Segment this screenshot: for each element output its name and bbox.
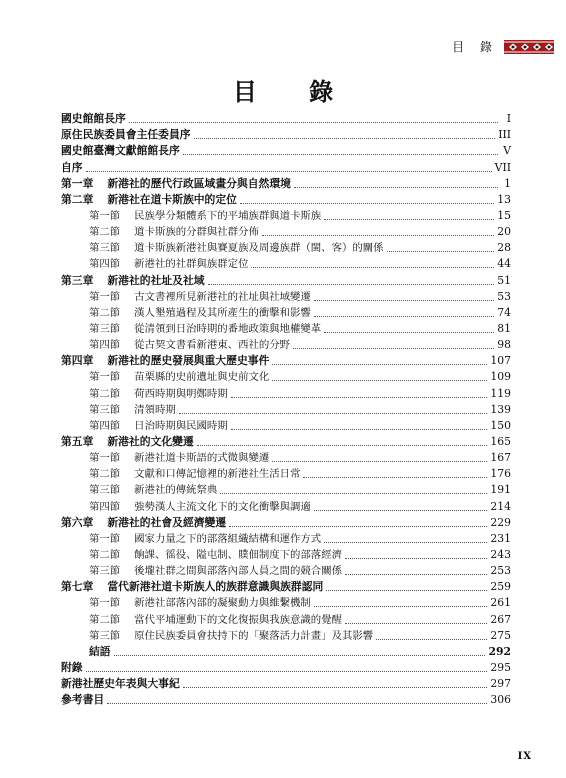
toc-entry-title: 結語 [89,644,111,658]
toc-entry-page: 28 [497,241,511,255]
dot-leader [345,558,487,559]
toc-entry-page: 119 [490,386,511,400]
toc-entry-page: 214 [490,499,511,513]
toc-entry-title: 新港社的歷史發展與重大歷史事件 [107,354,270,368]
toc-entry-title: 國史館臺灣文獻館館長序 [61,144,180,158]
toc-entry-page: 15 [497,208,511,222]
page-number: IX [517,751,532,762]
dot-leader [294,187,498,188]
toc-entry-label: 第三節 [89,322,121,335]
toc-entry-page: I [506,112,511,126]
toc-entry-page: 98 [497,338,511,352]
toc-entry-title: 荷西時期與明鄭時期 [134,387,228,400]
toc-entry-page: 231 [490,531,511,545]
toc-entry[interactable] [61,191,511,207]
toc-entry-page: 1 [504,176,511,190]
toc-entry-page: 109 [490,370,511,384]
dot-leader [376,639,487,640]
dot-leader [231,397,488,398]
toc-entry-page: 297 [490,677,511,691]
toc-entry-title: 新港社部落內部的凝聚動力與維繫機制 [134,597,311,610]
toc-entry[interactable] [61,643,511,659]
dot-leader [314,606,488,607]
toc-entry-title: 餉課、徭役、隘屯制、贌佃制度下的部落經濟 [134,548,342,561]
dot-leader [229,526,487,527]
toc-entry-label: 第三節 [89,403,121,416]
toc-entry-label: 第三節 [89,484,121,497]
dot-leader [303,477,487,478]
toc-entry-label: 第二節 [89,548,121,561]
toc-entry-label: 第六章 [61,515,94,529]
toc-entry-label: 第一節 [89,532,121,545]
toc-entry-title: 日治時期與民國時期 [134,419,228,432]
toc-entry-title: 附錄 [61,660,83,674]
toc-entry-page: VII [494,160,511,174]
toc-entry-page: 20 [497,225,511,239]
toc-entry[interactable] [61,223,511,239]
toc-entry-page: 167 [490,451,511,465]
toc-entry-title: 從清領到日治時期的番地政策與地權變革 [134,322,322,335]
dot-leader [262,235,494,236]
toc-entry-title: 漢人墾殖過程及其所產生的衝擊和影響 [134,306,311,319]
toc-entry[interactable] [61,175,511,191]
toc-entry-title: 當代平埔運動下的文化復振與我族意識的覺醒 [134,613,342,626]
toc-entry-label: 第二章 [61,192,94,206]
running-header [452,38,554,55]
dot-leader [326,590,487,591]
toc-entry[interactable] [61,288,511,304]
dot-leader [324,542,487,543]
toc-entry[interactable] [61,578,511,594]
dot-leader [86,171,492,172]
toc-entry-page: 53 [497,289,511,303]
toc-entry-title: 國家力量之下的部落組織結構和運作方式 [134,532,322,545]
toc-entry-title: 國史館館長序 [61,112,126,126]
toc-entry-label: 第三節 [89,565,121,578]
toc-entry-label: 第四章 [61,354,94,368]
dot-leader [387,251,495,252]
toc-entry-title: 原住民族委員會扶持下的「聚落活力計畫」及其影響 [134,629,374,642]
toc-entry[interactable] [61,271,511,287]
toc-entry[interactable] [61,239,511,255]
dot-leader [272,364,487,365]
toc-entry-title: 道卡斯族新港社與賽夏族及周邊族群（閩、客）的關係 [134,242,384,255]
dot-leader [324,219,494,220]
tribal-pattern-ornament [504,40,554,54]
toc-entry-title: 參考書目 [61,693,105,707]
toc-entry-title: 文獻和口傳記憶裡的新港社生活日常 [134,468,301,481]
toc-entry-page: 267 [490,612,511,626]
toc-entry-page: 107 [490,354,511,368]
toc-entry-title: 新港社的社址及社域 [107,273,205,287]
table-of-contents [61,110,511,707]
toc-entry-title: 新港社的歷代行政區域畫分與自然環境 [107,176,291,190]
dot-leader [194,138,496,139]
toc-entry-page: 165 [490,434,511,448]
toc-entry-page: 176 [490,467,511,481]
dot-leader [107,703,487,704]
dot-leader [314,316,494,317]
toc-entry-page: 229 [490,515,511,529]
dot-leader [220,493,487,494]
toc-entry-page: 292 [488,644,511,658]
toc-entry-label: 第二節 [89,226,121,239]
toc-entry[interactable] [61,465,511,481]
toc-entry-page: 275 [490,628,511,642]
dot-leader [314,300,494,301]
dot-leader [324,332,494,333]
dot-leader [240,203,494,204]
toc-entry-label: 第四節 [89,258,121,271]
dot-leader [251,267,494,268]
dot-leader [208,284,495,285]
toc-entry-title: 清領時期 [134,403,176,416]
toc-entry-page: 139 [490,402,511,416]
toc-entry-title: 原住民族委員會主任委員序 [61,128,191,142]
toc-entry-title: 新港社道卡斯語的式微與變遷 [134,452,270,465]
toc-entry-label: 第一節 [89,371,121,384]
toc-entry-page: 51 [497,273,511,287]
toc-entry[interactable] [61,530,511,546]
toc-entry-page: 150 [490,418,511,432]
toc-entry-label: 第三節 [89,242,121,255]
toc-entry[interactable] [61,352,511,368]
toc-entry[interactable] [61,384,511,400]
toc-entry-page: 261 [490,596,511,610]
dot-leader [129,122,498,123]
toc-entry[interactable] [61,255,511,271]
toc-entry-label: 第四節 [89,339,121,352]
dot-leader [272,380,487,381]
toc-entry[interactable] [61,336,511,352]
toc-entry-title: 新港社的社會及經濟變遷 [107,515,227,529]
toc-entry-label: 第一章 [61,176,94,190]
dot-leader [272,461,487,462]
toc-entry-label: 第一節 [89,452,121,465]
toc-entry-page: 81 [497,321,511,335]
toc-entry-title: 後壠社群之間與部落內部人員之間的競合關係 [134,565,342,578]
toc-entry[interactable] [61,207,511,223]
toc-entry-title: 新港社在道卡斯族中的定位 [107,192,237,206]
toc-entry-label: 第二節 [89,468,121,481]
dot-leader [345,574,487,575]
toc-entry[interactable] [61,158,511,174]
dot-leader [314,510,488,511]
toc-entry[interactable] [61,562,511,578]
toc-entry[interactable] [61,449,511,465]
toc-entry-page: 13 [497,192,511,206]
dot-leader [183,687,488,688]
toc-entry-title: 古文書裡所見新港社的社址與社域變遷 [134,290,311,303]
toc-entry-page: 253 [490,564,511,578]
toc-entry[interactable] [61,546,511,562]
toc-entry-title: 道卡斯族的分群與社群分佈 [134,226,259,239]
dot-leader [231,429,488,430]
toc-entry[interactable] [61,610,511,626]
toc-entry-page: 44 [497,257,511,271]
toc-entry-label: 第四節 [89,500,121,513]
toc-entry-label: 第四節 [89,419,121,432]
dot-leader [114,655,486,656]
toc-entry-title: 苗栗縣的史前遺址與史前文化 [134,371,270,384]
toc-entry[interactable] [61,497,511,513]
toc-entry-label: 第一節 [89,290,121,303]
dot-leader [179,413,488,414]
dot-leader [293,348,494,349]
toc-entry[interactable] [61,594,511,610]
toc-entry[interactable] [61,368,511,384]
toc-entry[interactable] [61,691,511,707]
toc-entry-label: 第一節 [89,209,121,222]
toc-entry[interactable] [61,675,511,691]
toc-entry-label: 第一節 [89,597,121,610]
toc-entry-title: 自序 [61,160,83,174]
toc-entry[interactable] [61,304,511,320]
toc-entry-label: 第三節 [89,629,121,642]
toc-entry-title: 民族學分類體系下的平埔族群與道卡斯族 [134,209,322,222]
toc-entry[interactable] [61,142,511,158]
toc-entry-title: 強勢漢人主流文化下的文化衝擊與調適 [134,500,311,513]
toc-entry-title: 當代新港社道卡斯族人的族群意識與族群認同 [107,580,324,594]
toc-entry-label: 第二節 [89,613,121,626]
toc-entry-page: 306 [490,693,511,707]
toc-entry[interactable] [61,481,511,497]
toc-entry-label: 第二節 [89,306,121,319]
toc-entry-page: 243 [490,547,511,561]
toc-entry-title: 新港社的社群與族群定位 [134,258,249,271]
toc-entry-label: 第七章 [61,580,94,594]
running-title: 目 錄 [452,40,498,54]
toc-entry[interactable] [61,401,511,417]
toc-entry-title: 從古契文書看新港東、西社的分野 [134,339,291,352]
toc-entry[interactable] [61,320,511,336]
dot-leader [86,671,488,672]
toc-entry-page: III [498,128,511,142]
toc-entry-label: 第三章 [61,273,94,287]
toc-entry-page: 295 [490,660,511,674]
toc-entry-label: 第二節 [89,387,121,400]
toc-entry-page: V [503,144,511,158]
toc-entry-label: 第五章 [61,434,94,448]
toc-entry-page: 74 [497,305,511,319]
toc-entry-title: 新港社歷史年表與大事紀 [61,677,180,691]
toc-entry-page: 191 [490,483,511,497]
toc-entry-title: 新港社的傳統祭典 [134,484,218,497]
toc-entry[interactable] [61,433,511,449]
dot-leader [345,623,487,624]
toc-entry-page: 259 [490,580,511,594]
toc-entry[interactable] [61,110,511,126]
toc-entry-title: 新港社的文化變遷 [107,434,194,448]
toc-entry[interactable] [61,126,511,142]
dot-leader [183,154,498,155]
toc-entry[interactable] [61,514,511,530]
toc-entry[interactable] [61,627,511,643]
page-title: 目 錄 [232,77,356,106]
toc-entry[interactable] [61,417,511,433]
toc-entry[interactable] [61,659,511,675]
dot-leader [197,445,488,446]
